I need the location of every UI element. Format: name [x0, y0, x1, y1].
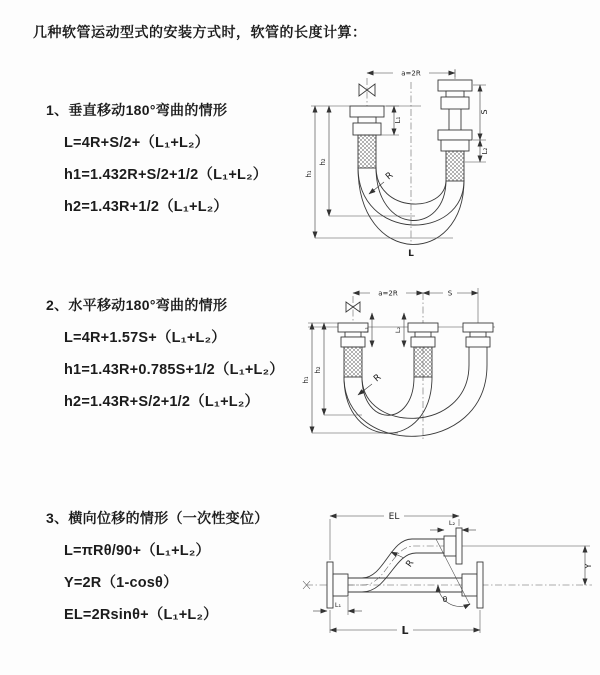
dim-label-h1: h₁ — [302, 376, 310, 384]
dim-l1 — [313, 597, 362, 615]
section-horizontal-movement — [46, 295, 316, 422]
dim-label-h2: h₂ — [319, 158, 327, 166]
dim-label-a2r: a=2R — [378, 289, 398, 298]
dim-label-y: Y — [584, 563, 593, 569]
dim-label-l: L — [408, 249, 414, 259]
dim-label-l2: L₂ — [448, 519, 456, 527]
formula-line: EL=2Rsinθ+（L₁+L₂） — [64, 607, 218, 623]
dim-label-h1: h₁ — [305, 170, 313, 178]
dim-label-l: L — [401, 624, 409, 637]
valve-icon — [346, 296, 360, 323]
dim-label-l2: L₂ — [481, 147, 489, 155]
right-hose-fitting — [438, 70, 472, 181]
s-curve-hose — [348, 539, 450, 592]
section-lateral-displacement — [46, 508, 316, 635]
dim-a-2r — [367, 69, 455, 79]
dim-label-r: R — [384, 170, 396, 183]
section-1-heading: 1、垂直移动180°弯曲的情形 — [46, 102, 228, 118]
formula-line: h1=1.43R+0.785S+1/2（L₁+L₂） — [64, 362, 284, 378]
section-vertical-movement — [46, 100, 316, 227]
valve-icon — [359, 78, 375, 106]
section-2-heading: 2、水平移动180°弯曲的情形 — [46, 297, 228, 313]
dim-label-l1: L₁ — [394, 116, 402, 124]
dim-label-r: R — [372, 372, 384, 385]
dim-label-h2: h₂ — [314, 366, 322, 374]
dim-label-l1: L₁ — [362, 326, 370, 334]
dim-label-el: EL — [388, 512, 400, 522]
formula-line: Y=2R（1-cosθ） — [64, 575, 178, 591]
dim-label-r: R — [404, 558, 417, 570]
radius-leader — [369, 171, 395, 194]
dim-label-s: S — [447, 289, 453, 298]
left-hose-fitting — [350, 106, 384, 168]
formula-line: h2=1.43R+S/2+1/2（L₁+L₂） — [64, 394, 260, 410]
dim-label-l2: L₂ — [394, 326, 402, 334]
diagram-vertical-u-bend — [303, 66, 595, 262]
dim-s — [423, 288, 478, 323]
dim-a-2r — [353, 290, 423, 298]
page-title: 几种软管运动型式的安装方式时，软管的长度计算： — [33, 24, 367, 40]
dim-label-theta: θ — [442, 595, 448, 604]
formula-line: h2=1.43R+1/2（L₁+L₂） — [64, 199, 229, 215]
formula-line: L=πRθ/90+（L₁+L₂） — [64, 543, 211, 559]
section-3-heading: 3、横向位移的情形（一次性变位） — [46, 510, 269, 526]
dim-label-s: S — [480, 109, 489, 115]
dim-label-a2r: a=2R — [401, 69, 421, 78]
right-flange-displaced — [444, 528, 462, 564]
right-flange-original — [462, 562, 483, 608]
dim-l2 — [430, 519, 476, 530]
dim-l — [330, 610, 480, 637]
formula-line: h1=1.432R+S/2+1/2（L₁+L₂） — [64, 167, 268, 183]
right-hose-fitting — [463, 323, 493, 365]
diagram-lateral-displacement — [298, 503, 600, 651]
dim-l2 — [394, 313, 404, 347]
formula-line: L=4R+1.57S+（L₁+L₂） — [64, 330, 226, 346]
formula-line: L=4R+S/2+（L₁+L₂） — [64, 135, 210, 151]
dim-label-l1: L₁ — [334, 601, 342, 609]
diagram-horizontal-u-bend — [300, 280, 600, 460]
